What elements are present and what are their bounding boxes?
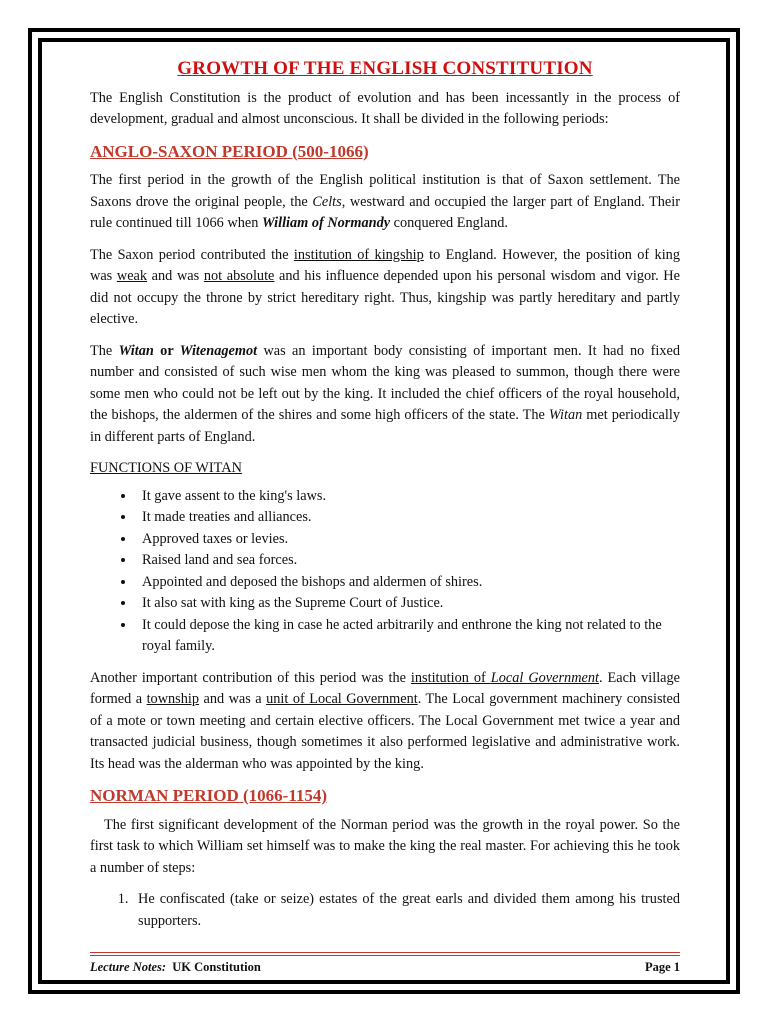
list-item: 1. He confiscated (take or seize) estates of the great earls and divided them among his trusted supporters.	[132, 889, 680, 932]
functions-list	[90, 486, 680, 658]
document-body	[90, 58, 680, 932]
anglo-saxon-paragraph-2: The Saxon period contributed the institution of kingship to England. However, the position of king was weak and was not absolute and his influence depended upon his personal wisdom and vigor. He did not occupy the throne by strict hereditary right. Thus, kingship was partly hereditary and partly elective.	[90, 246, 680, 327]
norman-heading: NORMAN PERIOD (1066-1154)	[90, 786, 328, 805]
list-item: • It could depose the king in case he acted arbitrarily and enthrone the king not related to the royal family.	[136, 615, 680, 658]
footer-rule	[90, 952, 680, 953]
footer-course: Lecture Notes: UK Constitution	[90, 960, 261, 974]
norman-steps-list	[90, 889, 680, 932]
document-title: GROWTH OF THE ENGLISH CONSTITUTION	[177, 58, 593, 79]
anglo-saxon-heading: ANGLO-SAXON PERIOD (500-1066)	[90, 141, 369, 161]
list-item: • It made treaties and alliances.	[136, 507, 680, 529]
functions-of-witan-title: FUNCTIONS OF WITAN	[90, 460, 242, 476]
footer-page-number: Page 1	[644, 960, 680, 974]
local-government-paragraph: Another important contribution of this period was the institution of Local Government. Each village formed a township and was a unit of Local Government. The Local government machinery consisted of a mote or town meeting and certain elective officers. The Local Government met twice a year and transacted judicial business, though sometimes it also performed legislative and administrative work. Its head was the alderman who was appointed by the king.	[90, 669, 681, 772]
intro-paragraph: The English Constitution is the product of evolution and has been incessantly in the process of development, gradual and almost unconscious. It shall be divided in the following periods:	[90, 89, 680, 127]
list-item: • Approved taxes or levies.	[136, 529, 680, 551]
anglo-saxon-paragraph-1: The first period in the growth of the English political institution is that of Saxon settlement. The Saxons drove the original people, the Celts, westward and occupied the larger part of England. Their rule continued till 1066 when William of Normandy conquered England.	[90, 172, 680, 231]
footer-rule-secondary	[90, 955, 680, 956]
list-item: • Appointed and deposed the bishops and aldermen of shires.	[136, 572, 680, 594]
list-item: • Raised land and sea forces.	[136, 550, 680, 572]
witan-paragraph: The Witan or Witenagemot was an important body consisting of important men. It had no fixed number and consisted of such wise men whom the king was pleased to summon, though there were some men who could not be left out by the king. It included the chief officers of the royal household, the bishops, the aldermen of the shires and some high officers of the state. The Witan met periodically in different parts of England.	[90, 342, 680, 445]
norman-paragraph-1: The first significant development of the Norman period was the growth in the royal power. So the first task to which William set himself was to make the king the real master. For achieving this he took a number of steps:	[90, 816, 680, 876]
page-footer	[90, 960, 680, 975]
list-item: • It gave assent to the king's laws.	[136, 486, 680, 508]
list-item: • It also sat with king as the Supreme Court of Justice.	[136, 593, 680, 615]
